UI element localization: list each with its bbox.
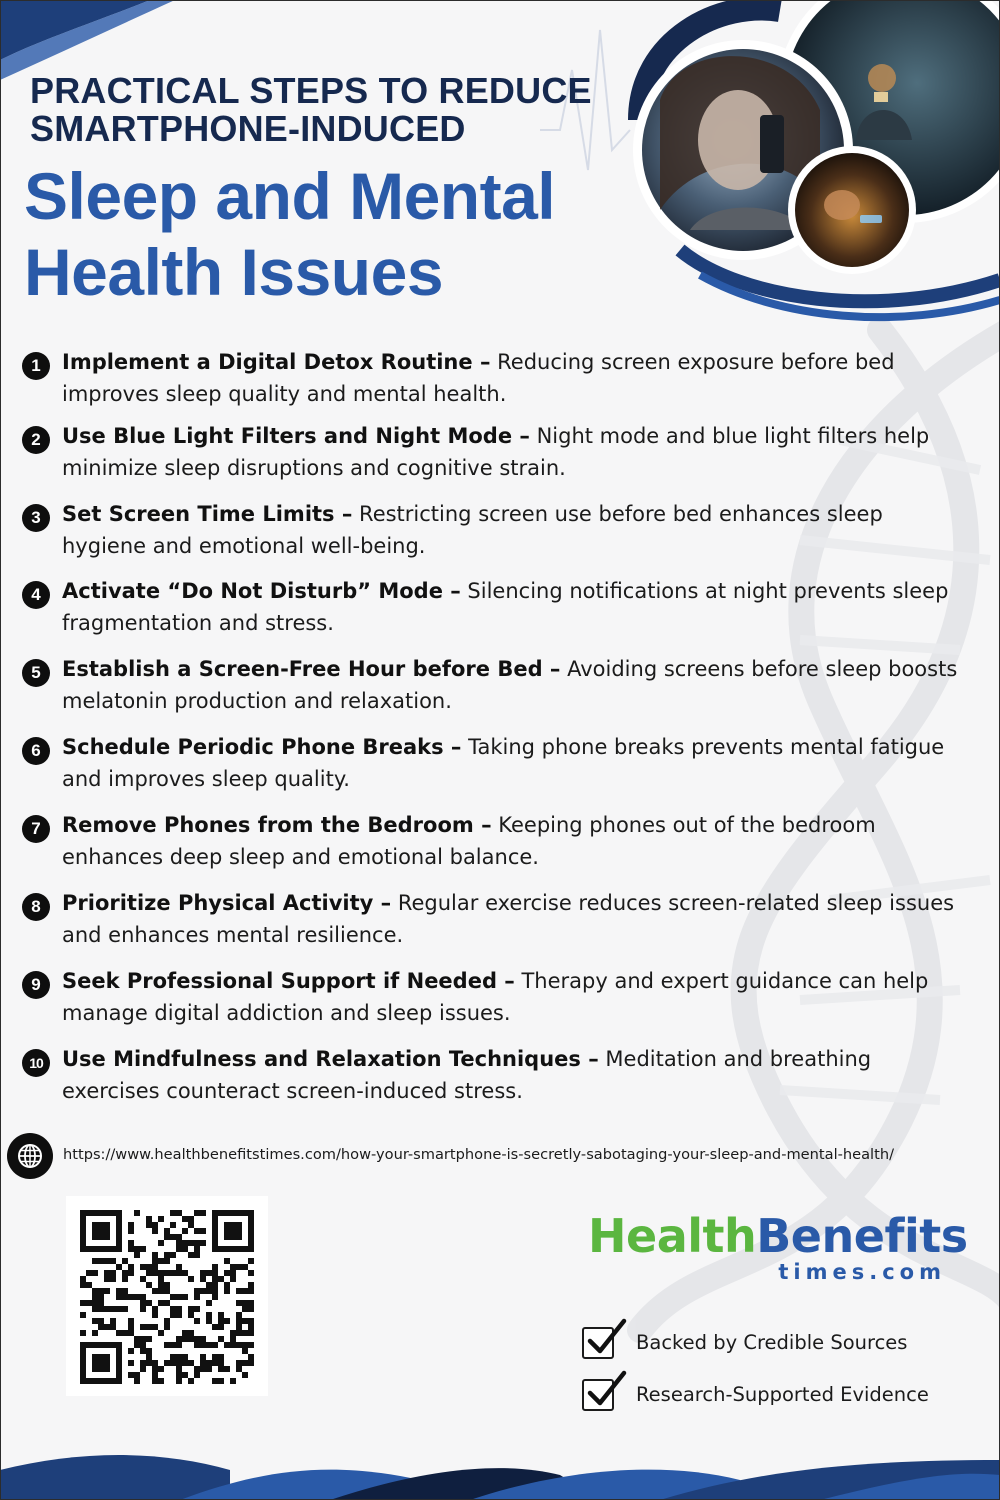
step-description: Regular exercise reduces screen-related sleep issues <box>391 891 955 915</box>
step-title: Schedule Periodic Phone Breaks – <box>62 735 462 759</box>
step-text <box>62 653 967 717</box>
qr-finder-pattern <box>212 1210 254 1252</box>
step-description: Therapy and expert guidance can help <box>514 969 929 993</box>
step-number-badge: 2 <box>22 426 50 454</box>
step-number-badge: 6 <box>22 737 50 765</box>
step-description: Reducing screen exposure before bed <box>490 350 895 374</box>
step-title: Set Screen Time Limits – <box>62 502 353 526</box>
step-text <box>62 575 967 639</box>
source-url-link[interactable]: https://www.healthbenefitstimes.com/how-your-smartphone-is-secretly-sabotaging-your-sleep-and-mental-health/ <box>63 1146 895 1163</box>
step-number-badge: 10 <box>22 1049 50 1077</box>
qr-finder-pattern <box>80 1210 122 1252</box>
step-number-badge: 5 <box>22 659 50 687</box>
step-title: Use Mindfulness and Relaxation Techniques – <box>62 1047 599 1071</box>
step-number-badge: 4 <box>22 581 50 609</box>
step-description: Night mode and blue light filters help <box>529 424 930 448</box>
kicker-line-1: PRACTICAL STEPS TO REDUCE <box>30 70 592 111</box>
step-title: Implement a Digital Detox Routine – <box>62 350 491 374</box>
step-description-line-2: melatonin production and relaxation. <box>62 689 452 713</box>
step-text <box>62 1043 967 1107</box>
credibility-item <box>582 1321 982 1365</box>
step-description: Meditation and breathing <box>598 1047 872 1071</box>
step-title: Use Blue Light Filters and Night Mode – <box>62 424 530 448</box>
step-description-line-2: improves sleep quality and mental health. <box>62 382 507 406</box>
step-title: Prioritize Physical Activity – <box>62 891 392 915</box>
step-number-badge: 1 <box>22 352 50 380</box>
qr-finder-pattern <box>80 1342 122 1384</box>
step-description-line-2: enhances deep sleep and emotional balance. <box>62 845 539 869</box>
step-text <box>62 809 967 873</box>
title-line-2: Health Issues <box>24 235 444 309</box>
step-description-line-2: fragmentation and stress. <box>62 611 334 635</box>
step-description-line-2: manage digital addiction and sleep issues. <box>62 1001 511 1025</box>
credibility-label: Backed by Credible Sources <box>636 1331 908 1354</box>
step-title: Activate “Do Not Disturb” Mode – <box>62 579 461 603</box>
checkmark-icon <box>584 1367 628 1411</box>
kicker-line-2: SMARTPHONE-INDUCED <box>30 108 466 149</box>
step-text <box>62 731 967 795</box>
step-description: Taking phone breaks prevents mental fatigue <box>461 735 945 759</box>
credibility-label: Research-Supported Evidence <box>636 1383 929 1406</box>
page-title <box>24 158 664 310</box>
step-description: Avoiding screens before sleep boosts <box>560 657 958 681</box>
logo-subtitle: times.com <box>778 1260 946 1284</box>
step-description-line-2: minimize sleep disruptions and cognitive strain. <box>62 456 566 480</box>
step-text <box>62 346 967 410</box>
step-text <box>62 965 967 1029</box>
brand-logo <box>588 1209 968 1284</box>
step-text <box>62 887 967 951</box>
step-title: Remove Phones from the Bedroom – <box>62 813 492 837</box>
step-text <box>62 420 967 484</box>
globe-icon <box>7 1133 53 1179</box>
step-description-line-2: and improves sleep quality. <box>62 767 350 791</box>
header-kicker <box>30 72 630 148</box>
step-title: Establish a Screen-Free Hour before Bed – <box>62 657 561 681</box>
step-title: Seek Professional Support if Needed – <box>62 969 515 993</box>
step-number-badge: 9 <box>22 971 50 999</box>
step-number-badge: 7 <box>22 815 50 843</box>
logo-word-health: Health <box>588 1209 757 1263</box>
step-description-line-2: and enhances mental resilience. <box>62 923 404 947</box>
step-number-badge: 3 <box>22 504 50 532</box>
step-description-line-2: hygiene and emotional well-being. <box>62 534 426 558</box>
step-description: Silencing notifications at night prevents sleep <box>460 579 949 603</box>
step-description: Keeping phones out of the bedroom <box>491 813 876 837</box>
step-description-line-2: exercises counteract screen-induced stress. <box>62 1079 523 1103</box>
photo-collage <box>620 0 1000 330</box>
step-number-badge: 8 <box>22 893 50 921</box>
checkmark-icon <box>584 1315 628 1359</box>
qr-code[interactable] <box>66 1196 268 1396</box>
logo-word-benefits: Benefits <box>756 1209 968 1263</box>
credibility-item <box>582 1373 982 1417</box>
step-description: Restricting screen use before bed enhances sleep <box>352 502 883 526</box>
step-text <box>62 498 967 562</box>
title-line-1: Sleep and Mental <box>24 159 556 233</box>
